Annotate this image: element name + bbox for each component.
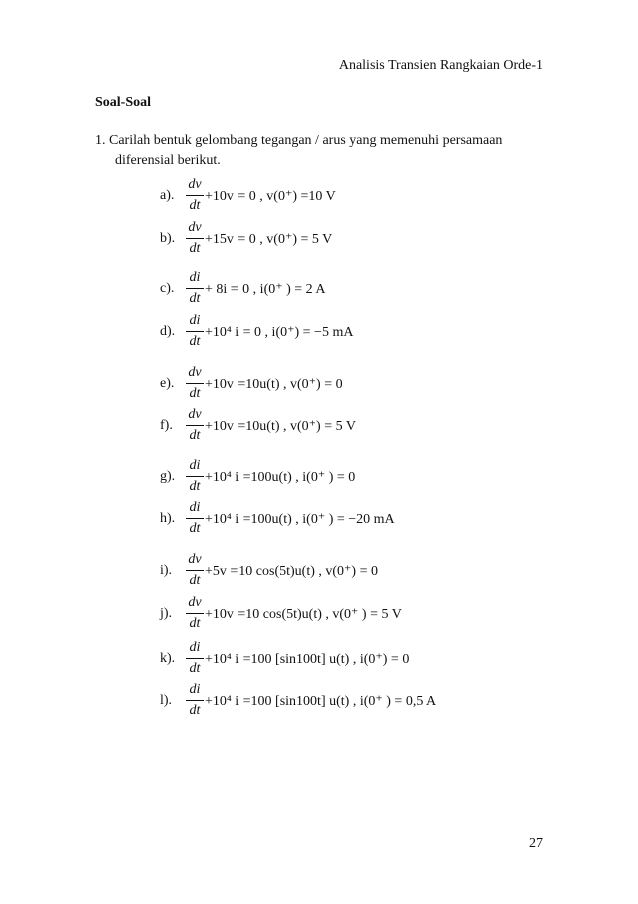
fraction-bar (186, 518, 204, 519)
fraction-bar (186, 383, 204, 384)
equation-label: c). (160, 281, 175, 296)
equation-body: +5v =10 cos(5t)u(t) , v(0⁺) = 0 (205, 564, 378, 579)
equation-label: e). (160, 376, 175, 391)
fraction-denominator: dt (189, 703, 201, 718)
equation-body: +15v = 0 , v(0⁺) = 5 V (205, 232, 333, 247)
fraction-denominator: dt (189, 616, 201, 631)
running-header: Analisis Transien Rangkaian Orde-1 (338, 58, 543, 73)
page-number: 27 (529, 836, 543, 851)
equation-body: +10v =10 cos(5t)u(t) , v(0⁺ ) = 5 V (205, 607, 402, 622)
derivative-fraction (186, 552, 204, 589)
fraction-numerator: dv (188, 407, 202, 422)
fraction-bar (186, 425, 204, 426)
equation-label: k). (160, 651, 176, 666)
question-line-2: diferensial berikut. (115, 153, 221, 168)
fraction-bar (186, 613, 204, 614)
fraction-bar (186, 658, 204, 659)
fraction-bar (186, 570, 204, 571)
fraction-denominator: dt (189, 198, 201, 213)
derivative-fraction (186, 365, 204, 402)
equation-body: +10⁴ i = 0 , i(0⁺) = −5 mA (205, 325, 354, 340)
derivative-fraction (186, 220, 204, 257)
fraction-bar (186, 238, 204, 239)
question-1-text (95, 131, 545, 171)
equation-body: +10⁴ i =100 [sin100t] u(t) , i(0⁺ ) = 0,5 A (205, 694, 437, 709)
fraction-numerator: dv (188, 177, 202, 192)
derivative-fraction (186, 270, 204, 307)
section-title: Soal-Soal (95, 95, 152, 110)
fraction-numerator: dv (188, 220, 202, 235)
fraction-numerator: dv (188, 552, 202, 567)
derivative-fraction (186, 640, 204, 677)
fraction-numerator: di (189, 458, 201, 473)
fraction-denominator: dt (189, 241, 201, 256)
fraction-denominator: dt (189, 479, 201, 494)
fraction-bar (186, 288, 204, 289)
fraction-denominator: dt (189, 573, 201, 588)
equation-label: b). (160, 231, 176, 246)
derivative-fraction (186, 407, 204, 444)
derivative-fraction (186, 595, 204, 632)
fraction-numerator: di (189, 640, 201, 655)
equation-body: +10⁴ i =100 [sin100t] u(t) , i(0⁺) = 0 (205, 652, 410, 667)
fraction-denominator: dt (189, 386, 201, 401)
fraction-bar (186, 700, 204, 701)
equation-body: +10v =10u(t) , v(0⁺) = 5 V (205, 419, 356, 434)
derivative-fraction (186, 500, 204, 537)
fraction-numerator: dv (188, 595, 202, 610)
fraction-bar (186, 195, 204, 196)
equation-label: g). (160, 469, 176, 484)
equation-label: l). (160, 693, 173, 708)
fraction-numerator: di (189, 270, 201, 285)
equation-label: f). (160, 418, 173, 433)
equation-body: +10⁴ i =100u(t) , i(0⁺ ) = 0 (205, 470, 356, 485)
fraction-numerator: di (189, 682, 201, 697)
equation-label: a). (160, 188, 175, 203)
derivative-fraction (186, 458, 204, 495)
fraction-numerator: di (189, 313, 201, 328)
derivative-fraction (186, 313, 204, 350)
derivative-fraction (186, 177, 204, 214)
equation-label: i). (160, 563, 173, 578)
fraction-bar (186, 476, 204, 477)
question-line-1: 1. Carilah bentuk gelombang tegangan / arus yang memenuhi persamaan (95, 133, 503, 148)
equation-body: + 8i = 0 , i(0⁺ ) = 2 A (205, 282, 326, 297)
fraction-numerator: dv (188, 365, 202, 380)
fraction-denominator: dt (189, 661, 201, 676)
equation-label: h). (160, 511, 176, 526)
equation-label: d). (160, 324, 176, 339)
fraction-denominator: dt (189, 521, 201, 536)
equation-body: +10v =10u(t) , v(0⁺) = 0 (205, 377, 343, 392)
fraction-denominator: dt (189, 291, 201, 306)
fraction-numerator: di (189, 500, 201, 515)
equation-label: j). (160, 606, 173, 621)
fraction-bar (186, 331, 204, 332)
fraction-denominator: dt (189, 334, 201, 349)
fraction-denominator: dt (189, 428, 201, 443)
equation-body: +10v = 0 , v(0⁺) =10 V (205, 189, 336, 204)
derivative-fraction (186, 682, 204, 719)
equation-body: +10⁴ i =100u(t) , i(0⁺ ) = −20 mA (205, 512, 395, 527)
